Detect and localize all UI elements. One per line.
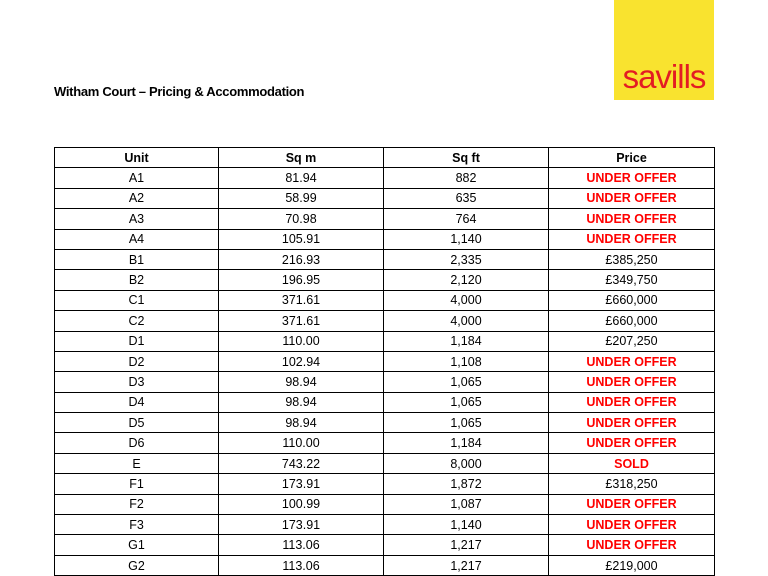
table-row <box>55 474 715 494</box>
sq-ft-cell: 1,065 <box>384 392 549 412</box>
sq-m-cell: 100.99 <box>219 494 384 514</box>
unit-cell: G1 <box>55 535 219 555</box>
table-row <box>55 372 715 392</box>
sq-m-cell: 173.91 <box>219 474 384 494</box>
document-title: Witham Court – Pricing & Accommodation <box>54 84 305 99</box>
price-cell: UNDER OFFER <box>549 168 715 188</box>
pricing-table <box>54 147 715 576</box>
table-row <box>55 494 715 514</box>
sq-m-cell: 105.91 <box>219 229 384 249</box>
unit-cell: A3 <box>55 209 219 229</box>
sq-ft-cell: 1,872 <box>384 474 549 494</box>
price-cell: SOLD <box>549 453 715 473</box>
sq-m-cell: 196.95 <box>219 270 384 290</box>
sq-m-cell: 371.61 <box>219 311 384 331</box>
sq-ft-cell: 1,140 <box>384 515 549 535</box>
price-cell: £207,250 <box>549 331 715 351</box>
table-row <box>55 290 715 310</box>
unit-cell: F1 <box>55 474 219 494</box>
table-row <box>55 453 715 473</box>
sq-m-cell: 110.00 <box>219 433 384 453</box>
sq-m-cell: 113.06 <box>219 555 384 575</box>
price-cell: UNDER OFFER <box>549 433 715 453</box>
table-header-row <box>55 148 715 168</box>
unit-cell: F3 <box>55 515 219 535</box>
sq-ft-cell: 1,217 <box>384 535 549 555</box>
sq-ft-cell: 1,065 <box>384 372 549 392</box>
sq-ft-cell: 1,184 <box>384 433 549 453</box>
unit-cell: F2 <box>55 494 219 514</box>
sq-m-cell: 58.99 <box>219 188 384 208</box>
price-cell: UNDER OFFER <box>549 515 715 535</box>
unit-cell: D4 <box>55 392 219 412</box>
price-cell: UNDER OFFER <box>549 494 715 514</box>
sq-ft-cell: 1,087 <box>384 494 549 514</box>
sq-ft-cell: 635 <box>384 188 549 208</box>
logo-wordmark: savills <box>622 58 706 95</box>
sq-m-cell: 98.94 <box>219 392 384 412</box>
table-row <box>55 270 715 290</box>
table-row <box>55 515 715 535</box>
table-row <box>55 351 715 371</box>
price-cell: £660,000 <box>549 290 715 310</box>
unit-cell: D2 <box>55 351 219 371</box>
column-header-sqft: Sq ft <box>384 148 549 168</box>
table-row <box>55 229 715 249</box>
table-body <box>55 168 715 576</box>
table-row <box>55 209 715 229</box>
sq-m-cell: 98.94 <box>219 372 384 392</box>
table-row <box>55 331 715 351</box>
savills-logo <box>614 0 714 100</box>
price-cell: £349,750 <box>549 270 715 290</box>
price-cell: UNDER OFFER <box>549 351 715 371</box>
sq-ft-cell: 2,335 <box>384 249 549 269</box>
table-row <box>55 249 715 269</box>
price-cell: UNDER OFFER <box>549 229 715 249</box>
unit-cell: A4 <box>55 229 219 249</box>
price-cell: UNDER OFFER <box>549 188 715 208</box>
unit-cell: D3 <box>55 372 219 392</box>
sq-ft-cell: 882 <box>384 168 549 188</box>
column-header-sqm: Sq m <box>219 148 384 168</box>
sq-m-cell: 102.94 <box>219 351 384 371</box>
column-header-price: Price <box>549 148 715 168</box>
table-row <box>55 535 715 555</box>
sq-m-cell: 216.93 <box>219 249 384 269</box>
sq-ft-cell: 4,000 <box>384 290 549 310</box>
sq-ft-cell: 1,065 <box>384 413 549 433</box>
table-row <box>55 555 715 575</box>
sq-ft-cell: 1,217 <box>384 555 549 575</box>
price-cell: UNDER OFFER <box>549 413 715 433</box>
sq-m-cell: 110.00 <box>219 331 384 351</box>
price-cell: £660,000 <box>549 311 715 331</box>
table-row <box>55 311 715 331</box>
table-row <box>55 433 715 453</box>
table-row <box>55 392 715 412</box>
sq-ft-cell: 1,184 <box>384 331 549 351</box>
unit-cell: D5 <box>55 413 219 433</box>
sq-ft-cell: 8,000 <box>384 453 549 473</box>
column-header-unit: Unit <box>55 148 219 168</box>
sq-ft-cell: 764 <box>384 209 549 229</box>
unit-cell: C1 <box>55 290 219 310</box>
price-cell: UNDER OFFER <box>549 392 715 412</box>
sq-m-cell: 98.94 <box>219 413 384 433</box>
price-cell: UNDER OFFER <box>549 372 715 392</box>
sq-m-cell: 371.61 <box>219 290 384 310</box>
price-cell: UNDER OFFER <box>549 535 715 555</box>
unit-cell: B1 <box>55 249 219 269</box>
table-row <box>55 168 715 188</box>
price-cell: £318,250 <box>549 474 715 494</box>
sq-ft-cell: 1,140 <box>384 229 549 249</box>
table-row <box>55 413 715 433</box>
unit-cell: A1 <box>55 168 219 188</box>
unit-cell: G2 <box>55 555 219 575</box>
unit-cell: A2 <box>55 188 219 208</box>
table-row <box>55 188 715 208</box>
price-cell: £385,250 <box>549 249 715 269</box>
price-cell: £219,000 <box>549 555 715 575</box>
sq-m-cell: 743.22 <box>219 453 384 473</box>
sq-m-cell: 81.94 <box>219 168 384 188</box>
unit-cell: D1 <box>55 331 219 351</box>
unit-cell: D6 <box>55 433 219 453</box>
price-cell: UNDER OFFER <box>549 209 715 229</box>
unit-cell: E <box>55 453 219 473</box>
sq-m-cell: 70.98 <box>219 209 384 229</box>
sq-m-cell: 173.91 <box>219 515 384 535</box>
sq-ft-cell: 4,000 <box>384 311 549 331</box>
sq-ft-cell: 2,120 <box>384 270 549 290</box>
unit-cell: C2 <box>55 311 219 331</box>
unit-cell: B2 <box>55 270 219 290</box>
sq-m-cell: 113.06 <box>219 535 384 555</box>
sq-ft-cell: 1,108 <box>384 351 549 371</box>
